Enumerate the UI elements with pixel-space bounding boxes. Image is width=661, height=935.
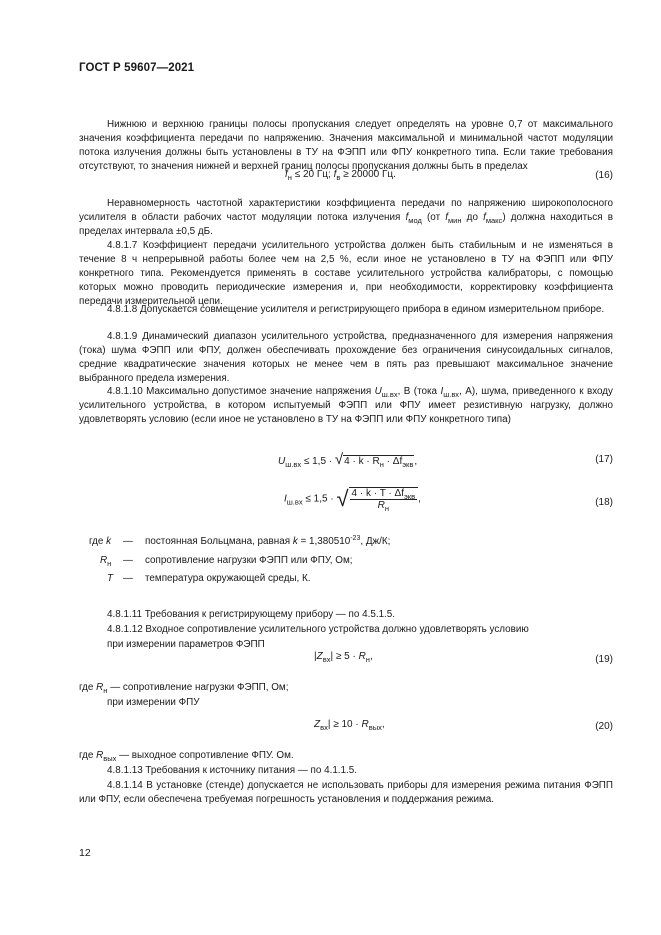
equation-20: $Z_{вх}| \ge 10 \cdot R_{вых}$,	[314, 719, 385, 732]
paragraph-4-8-1-13: 4.8.1.13 Требования к источнику питания — по 4.1.1.5.	[107, 765, 358, 776]
paragraph-4-8-1-9: 4.8.1.9 Динамический диапазон усилительного устройства, предназначенного для измерения напряжения (тока) шума ФЭПП или ФПУ, должен обеспечивать прохождение без ограничения синусоидальных сигналов, средние квадратические значения которых не менее чем в пять раз превышают максимальное значение выбранного предела измерения.	[79, 331, 613, 385]
dash: —	[123, 536, 133, 547]
equation-17: $U_{ш.вх} \le 1,5 \cdot √4 \cdot k \cdot R_н \cdot \Delta f_{экв}$,	[278, 451, 418, 469]
where-output-resistance: где $R_{вых}$ — выходное сопротивление ФПУ. Ом.	[79, 750, 294, 763]
where-load-resistance: где $R_н$ — сопротивление нагрузки ФЭПП, Ом;	[79, 682, 289, 695]
document-header: ГОСТ Р 59607—2021	[79, 62, 195, 74]
dash: —	[123, 555, 133, 566]
where-T-text: температура окружающей среды, К.	[145, 573, 311, 584]
paragraph-4-8-1-8: 4.8.1.8 Допускается совмещение усилителя и регистрирующего прибора в едином измерительном приборе.	[107, 304, 605, 315]
where-k-text: постоянная Больцмана, равная $k = 1,380510^{-23}$, Дж/К;	[145, 535, 391, 547]
equation-number-20: (20)	[595, 721, 613, 732]
paragraph-4-8-1-14: 4.8.1.14 В установке (стенде) допускается не использовать приборы для измерения режима питания ФЭПП или ФПУ, если обеспечена требуемая погрешность установления и поддержания режима.	[79, 780, 613, 806]
equation-18: $I_{ш.вх} \le 1,5$ · √ $\frac{4 \cdot k \cdot T \cdot \Delta f_{экв}}{R_н}$ ,	[284, 486, 421, 513]
where-T: T	[107, 573, 114, 584]
paragraph-4-8-1-12: 4.8.1.12 Входное сопротивление усилительного устройства должно удовлетворять условию	[107, 624, 529, 635]
equation-number-17: (17)	[595, 454, 613, 465]
equation-19: $|Z_{вх}| \ge 5 \cdot R_н$,	[314, 651, 373, 664]
equation-number-16: (16)	[595, 170, 613, 181]
paragraph-4-8-1-7: 4.8.1.7 Коэффициент передачи усилительного устройства должен быть стабильным и не изменяться в течение 8 ч непрерывной работы более чем на 2,5 %, если иное не установлено в ТУ на ФЭПП или ФПУ конкретного типа. Рекомендуется применять в составе усилительного устройства калибраторы, с помощью которых можно проводить периодические измерения и, при необходимости, корректировку коэффициента передачи измерительной цепи.	[79, 240, 613, 308]
paragraph-4-8-1-11: 4.8.1.11 Требования к регистрирующему прибору — по 4.5.1.5.	[107, 609, 396, 620]
dash: —	[123, 573, 133, 584]
equation-16: $f_н \le 20$ Гц; $f_в \ge 20000$ Гц.	[285, 169, 396, 182]
equation-number-19: (19)	[595, 654, 613, 665]
where-R: $R_н$	[100, 555, 112, 568]
paragraph-bandwidth: Нижнюю и верхнюю границы полосы пропускания следует определять на уровне 0,7 от максимального значения коэффициента передачи по напряжению. Значения максимальной и минимальной частот модуляции потока излучения должны быть установлены в ТУ на ФЭПП или ФПУ конкретного типа. Если такие требования отсутствуют, то значения нижней и верхней границ полосы пропускания должны быть в пределах	[79, 119, 613, 173]
paragraph-nonuniformity: Неравномерность частотной характеристики коэффициента передачи по напряжению широкополосного усилителя в области рабочих частот модуляции потока излучения $f_{мод}$ (от $f_{мин}$ до $f_{макс}$) должна находиться в пределах интервала ±0,5 дБ.	[79, 198, 613, 238]
equation-number-18: (18)	[595, 497, 613, 508]
paragraph-when-photodetector: при измерении параметров ФЭПП	[107, 639, 265, 650]
where-R-text: сопротивление нагрузки ФЭПП или ФПУ, Ом;	[145, 555, 353, 566]
paragraph-when-fpu: при измерении ФПУ	[107, 697, 200, 708]
paragraph-4-8-1-10: 4.8.1.10 Максимально допустимое значение напряжения $U_{ш.вх}$, В (тока $I_{ш.вх}$, А), шума, приведенного к входу усилительного устройства, в котором испытуемый ФЭПП или ФПУ имеет резистивную нагрузку, должно удовлетворять условию (если иное не установлено в ТУ на ФЭПП или ФПУ конкретного типа)	[79, 386, 613, 426]
page-number: 12	[79, 847, 91, 859]
where-k: где k	[89, 536, 112, 547]
